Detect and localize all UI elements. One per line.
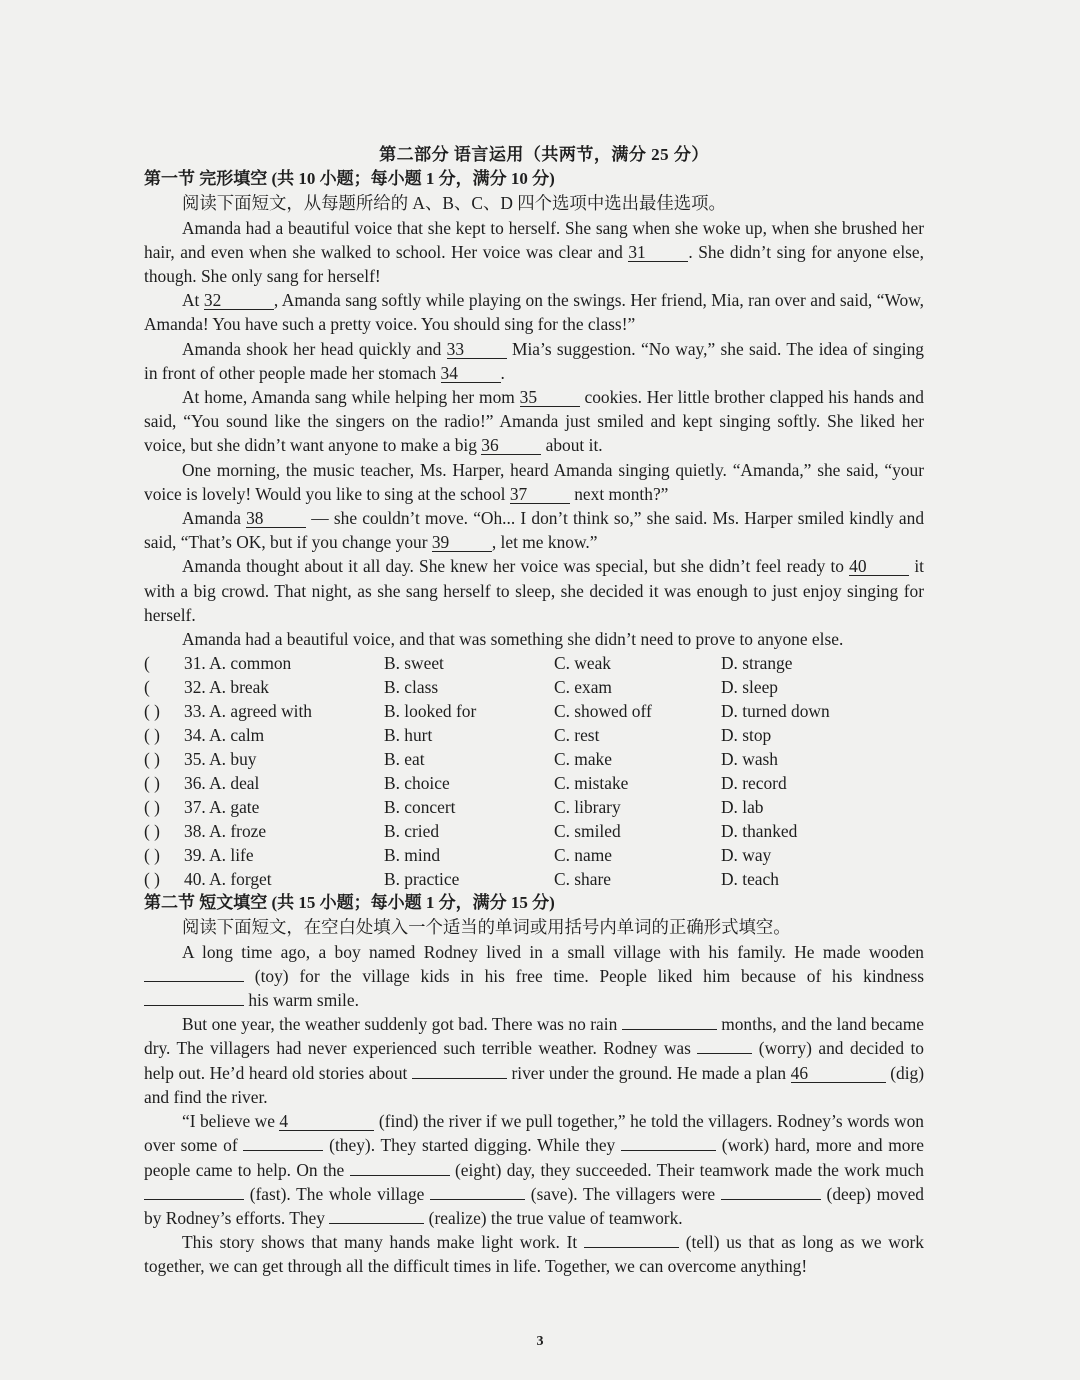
option-b: B. concert (384, 797, 456, 818)
cloze-paragraph (144, 288, 924, 336)
fill-text: (worry) and decided to help out. He’d heard old stories about (144, 1038, 924, 1083)
option-c: C. rest (554, 725, 600, 746)
option-c: C. mistake (554, 773, 629, 794)
blank-44 (697, 1053, 752, 1054)
option-c: C. showed off (554, 701, 652, 722)
option-d: D. teach (721, 869, 779, 890)
blank-40: 40 (849, 558, 909, 576)
fill-text: (toy) for the village kids in his free time. People liked him because of his kindness (244, 965, 924, 986)
option-a: 32. A. break (184, 677, 269, 698)
option-c: C. make (554, 749, 612, 770)
answer-bracket: ( ) (144, 701, 160, 722)
blank-49 (621, 1150, 716, 1151)
option-a: 37. A. gate (184, 797, 260, 818)
option-row (144, 795, 924, 819)
page-number: 3 (536, 1334, 544, 1349)
blank-38: 38 (246, 510, 306, 528)
fill-text: A long time ago, a boy named Rodney lived in a small village with his family. He made wooden (182, 941, 924, 962)
fill-paragraph (144, 1230, 924, 1278)
option-d: D. lab (721, 797, 764, 818)
cloze-text: , Amanda sang softly while playing on the swings. Her friend, Mia, ran over and said, “Wow, Amanda! You have such a pretty voice. You should sing for the class!” (144, 290, 924, 335)
blank-31: 31 (628, 244, 688, 262)
option-a: 36. A. deal (184, 773, 260, 794)
blank-37: 37 (510, 486, 570, 504)
answer-bracket: ( (144, 677, 150, 698)
fill-paragraph (144, 940, 924, 1013)
cloze-paragraph (144, 554, 924, 627)
option-b: B. hurt (384, 725, 433, 746)
fill-text: (find) the river if we pull together,” he told the villagers. Rodney’s words won over some of (144, 1111, 924, 1156)
cloze-text: cookies. Her little brother clapped his hands and said, “You sound like the singers on the radio!” Amanda just smiled and kept singing softly. She liked her voice, but she didn’t want anyone to make a big (144, 387, 924, 456)
cloze-paragraph (144, 385, 924, 458)
cloze-paragraph (144, 337, 924, 385)
option-d: D. sleep (721, 677, 778, 698)
cloze-text: . She didn’t sing for anyone else, though. She only sang for herself! (144, 241, 924, 287)
option-d: D. stop (721, 725, 772, 746)
answer-bracket: ( (144, 653, 150, 674)
cloze-paragraph (144, 506, 924, 554)
fill-text: (fast). The whole village (244, 1183, 431, 1204)
blank-42 (144, 1005, 244, 1006)
option-b: B. eat (384, 749, 425, 770)
option-b: B. class (384, 677, 439, 698)
blank-33: 33 (447, 341, 507, 359)
options-list (144, 651, 924, 891)
option-d: D. record (721, 773, 787, 794)
answer-bracket: ( ) (144, 821, 160, 842)
option-row (144, 699, 924, 723)
fill-text: But one year, the weather suddenly got bad. There was no rain (182, 1014, 622, 1035)
section2-heading: 第二节 短文填空 (共 15 小题；每小题 1 分，满分 15 分) (144, 893, 555, 913)
cloze-text: about it. (541, 435, 603, 456)
answer-bracket: ( ) (144, 869, 160, 890)
answer-bracket: ( ) (144, 845, 160, 866)
option-a: 31. A. common (184, 653, 292, 674)
fill-text: months, and the land became dry. The villagers had never experienced such terrible weather. Rodney was (144, 1014, 924, 1059)
blank-43 (622, 1029, 717, 1030)
cloze-text: it with a big crowd. That night, as she sang herself to sleep, she decided it was enough to just enjoy singing for herself. (144, 556, 924, 625)
cloze-text: Mia’s suggestion. “No way,” she said. The idea of singing in front of other people made her stomach (144, 338, 924, 383)
cloze-paragraph: Amanda had a beautiful voice, and that was something she didn’t need to prove to anyone else. (182, 629, 844, 650)
blank-55 (584, 1247, 679, 1248)
option-b: B. sweet (384, 653, 444, 674)
option-d: D. wash (721, 749, 778, 770)
option-row (144, 747, 924, 771)
blank-50 (350, 1175, 450, 1176)
blank-51 (144, 1199, 244, 1200)
fill-text: This story shows that many hands make light work. It (182, 1232, 584, 1253)
blank-41 (144, 981, 244, 982)
cloze-text: next month?” (569, 483, 669, 504)
fill-text: (save). The villagers were (525, 1183, 721, 1204)
cloze-text: Amanda had a beautiful voice that she kept to herself. She sang when she woke up, when she brushed her hair, and even when she walked to school. Her voice was clear and (144, 217, 924, 262)
fill-text: (eight) day, they succeeded. Their teamwork made the work much (449, 1159, 924, 1180)
cloze-text: At (182, 290, 204, 311)
option-a: 40. A. forget (184, 869, 272, 890)
answer-bracket: ( ) (144, 749, 160, 770)
option-c: C. smiled (554, 821, 621, 842)
option-row (144, 819, 924, 843)
cloze-paragraph (144, 458, 924, 506)
blank-46: 46 (791, 1065, 886, 1083)
cloze-text: Amanda shook her head quickly and (182, 338, 447, 359)
cloze-text: , let me know.” (491, 532, 598, 553)
blank-52 (430, 1199, 525, 1200)
option-c: C. library (554, 797, 621, 818)
blank-48 (243, 1150, 323, 1151)
fill-text: (realize) the true value of teamwork. (424, 1207, 683, 1228)
blank-53 (721, 1199, 821, 1200)
fill-text: (they). They started digging. While they (323, 1135, 622, 1156)
answer-bracket: ( ) (144, 773, 160, 794)
option-c: C. weak (554, 653, 611, 674)
option-b: B. practice (384, 869, 460, 890)
option-row (144, 651, 924, 675)
option-d: D. way (721, 845, 772, 866)
option-row (144, 723, 924, 747)
fill-text: (dig) and find the river. (144, 1062, 925, 1107)
answer-bracket: ( ) (144, 725, 160, 746)
option-a: 33. A. agreed with (184, 701, 312, 722)
cloze-text: Amanda thought about it all day. She knew her voice was special, but she didn’t feel ready to (182, 556, 850, 577)
part-title: 第二部分 语言运用（共两节，满分 25 分） (379, 145, 709, 164)
blank-35: 35 (520, 389, 580, 407)
blank-34: 34 (441, 365, 501, 383)
fill-text: (deep) moved by Rodney’s efforts. They (144, 1183, 924, 1228)
option-b: B. cried (384, 821, 440, 842)
blank-32: 32 (204, 292, 274, 310)
blank-36: 36 (481, 437, 541, 455)
option-a: 39. A. life (184, 845, 254, 866)
option-a: 34. A. calm (184, 725, 265, 746)
answer-bracket: ( ) (144, 797, 160, 818)
fill-text: “I believe we (182, 1111, 280, 1132)
blank-54 (329, 1223, 424, 1224)
cloze-text: Amanda (182, 508, 247, 529)
option-row (144, 675, 924, 699)
option-d: D. strange (721, 653, 793, 674)
section2-instruction: 阅读下面短文，在空白处填入一个适当的单词或用括号内单词的正确形式填空。 (182, 917, 791, 938)
fill-text: river under the ground. He made a plan (506, 1062, 791, 1083)
cloze-text: At home, Amanda sang while helping her mom (182, 387, 520, 408)
blank-47: 4 (279, 1113, 374, 1131)
cloze-text: . (500, 362, 505, 383)
option-row (144, 867, 924, 891)
fill-text: his warm smile. (244, 990, 359, 1011)
cloze-text: One morning, the music teacher, Ms. Harper, heard Amanda singing quietly. “Amanda,” she said, “your voice is lovely! Would you like to sing at the school (144, 459, 924, 504)
option-b: B. choice (384, 773, 450, 794)
section1-heading: 第一节 完形填空 (共 10 小题；每小题 1 分，满分 10 分) (144, 169, 555, 189)
blank-39: 39 (432, 534, 492, 552)
option-row (144, 843, 924, 867)
option-a: 35. A. buy (184, 749, 257, 770)
option-c: C. name (554, 845, 612, 866)
fill-text: (work) hard, more and more people came to help. On the (144, 1135, 925, 1180)
option-b: B. looked for (384, 701, 477, 722)
option-b: B. mind (384, 845, 441, 866)
option-d: D. thanked (721, 821, 798, 842)
option-c: C. share (554, 869, 611, 890)
exam-content (144, 143, 924, 1279)
blank-45 (412, 1078, 507, 1079)
option-row (144, 771, 924, 795)
cloze-paragraph (144, 216, 924, 289)
option-a: 38. A. froze (184, 821, 267, 842)
option-d: D. turned down (721, 701, 830, 722)
fill-paragraph (144, 1109, 924, 1230)
cloze-text: — she couldn’t move. “Oh... I don’t think so,” she said. Ms. Harper smiled kindly and said, “That’s OK, but if you change your (144, 508, 925, 553)
fill-paragraph (144, 1012, 924, 1109)
option-c: C. exam (554, 677, 612, 698)
section1-instruction: 阅读下面短文，从每题所给的 A、B、C、D 四个选项中选出最佳选项。 (182, 193, 726, 214)
fill-text: (tell) us that as long as we work together, we can get through all the difficult times in life. Together, we can overcome anything! (144, 1232, 924, 1277)
